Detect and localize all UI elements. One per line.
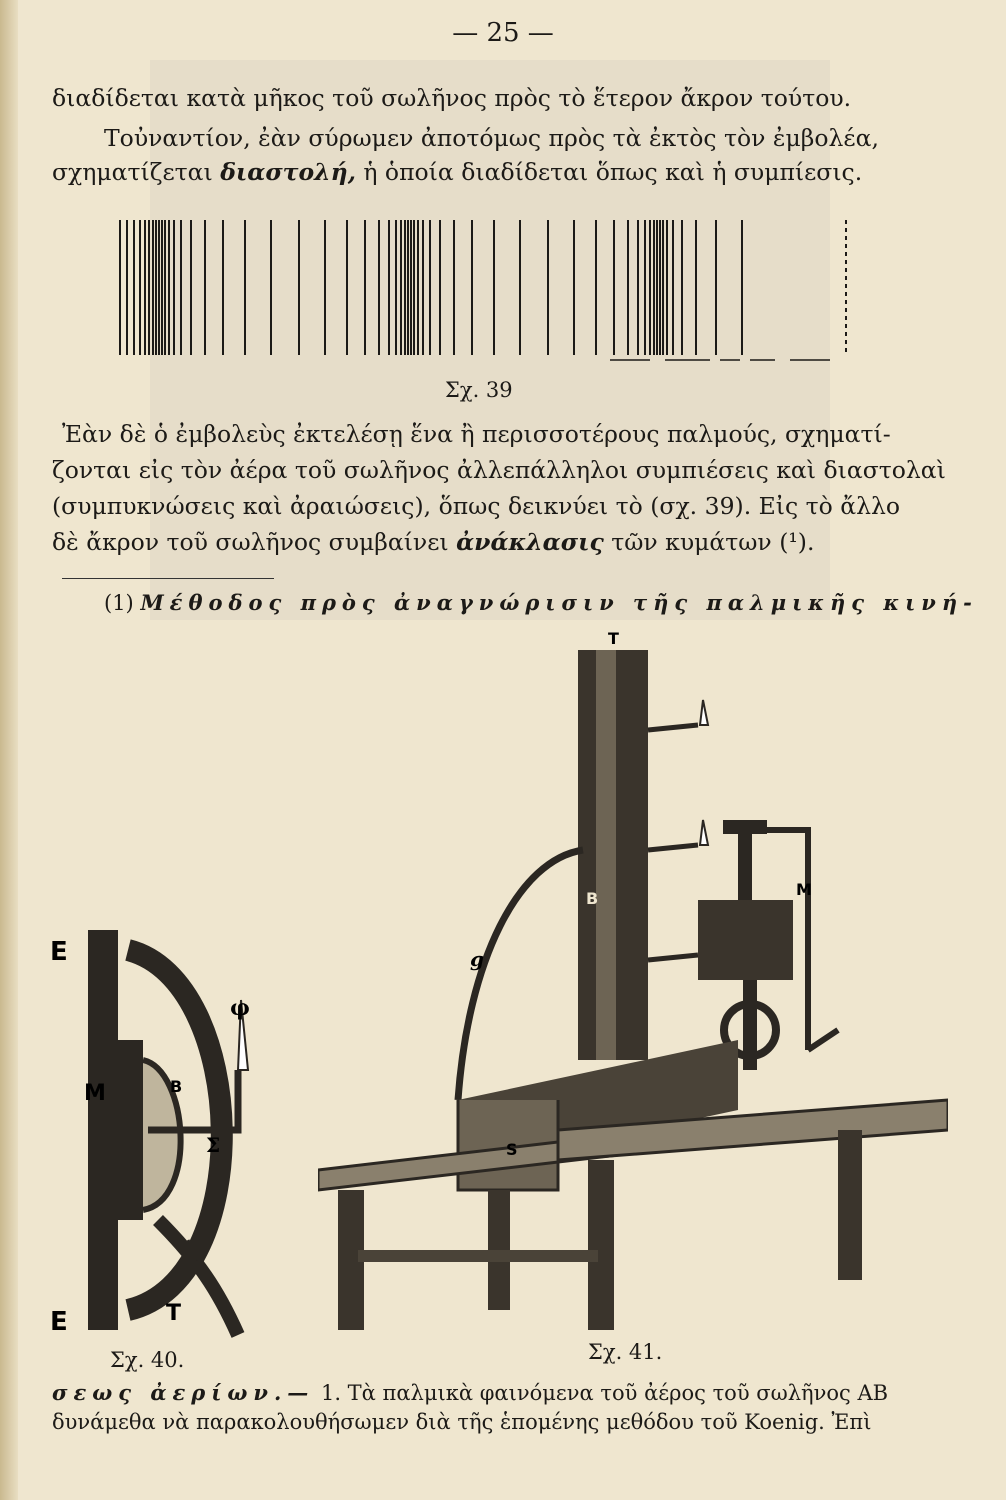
text-span: τῶν κυμάτων (¹). <box>611 528 815 556</box>
label-T: T <box>608 630 619 648</box>
footnote-number: (1) <box>104 591 134 615</box>
paragraph-1-line-1: διαδίδεται κατὰ μῆκος τοῦ σωλῆνος πρὸς τὸ ἕτερον ἄκρον τούτου. <box>52 84 852 112</box>
paragraph-2-line-2 <box>52 158 862 186</box>
footnote-line-2 <box>52 1380 888 1405</box>
label-M: M <box>84 1081 106 1106</box>
term-diastole: διαστολή, <box>220 158 356 186</box>
figure-41-illustration <box>318 630 948 1340</box>
label-Sigma: Σ <box>206 1133 221 1157</box>
label-T: T <box>166 1301 182 1326</box>
label-M: M <box>796 880 812 899</box>
footnote-title: Μέθοδος πρὸς ἀναγνώρισιν τῆς παλμικῆς κινή- <box>140 590 978 615</box>
label-B: B <box>586 889 599 908</box>
label-phi: φ <box>230 995 250 1021</box>
label-E-top: E <box>50 937 68 967</box>
figure-40-caption: Σχ. 40. <box>110 1348 185 1372</box>
paragraph-2-line-1: Τοὐναντίον, ἐὰν σύρωμεν ἀποτόμως πρὸς τὰ ἐκτὸς τὸν ἐμβολέα, <box>104 124 879 152</box>
footnote-title-cont: σεως ἀερίων.— <box>52 1380 315 1405</box>
label-E-bottom: E <box>50 1307 68 1337</box>
paragraph-3-line-2: ζονται εἰς τὸν ἀέρα τοῦ σωλῆνος ἀλλεπάλληλοι συμπιέσεις καὶ διαστολαὶ <box>52 456 946 484</box>
label-B: B <box>170 1077 183 1096</box>
figure-41-caption: Σχ. 41. <box>588 1340 663 1364</box>
label-g: g <box>470 947 484 971</box>
text-span: δὲ ἄκρον τοῦ σωλῆνος συμβαίνει <box>52 528 449 556</box>
page-edge <box>0 0 18 1500</box>
figure-39-diagram <box>110 210 860 370</box>
label-S: S <box>506 1140 518 1159</box>
footnote-line-1 <box>104 590 978 615</box>
page-number: — 25 — <box>452 18 554 48</box>
term-anaklasis: ἀνάκλασις <box>456 528 604 556</box>
text-span: ἡ ὁποία διαδίδεται ὅπως καὶ ἡ συμπίεσις. <box>363 158 863 186</box>
text-span: σχηματίζεται <box>52 158 213 186</box>
text-span: 1. Τὰ παλμικὰ φαινόμενα τοῦ ἀέρος τοῦ σωλῆνος AB <box>320 1381 889 1405</box>
figure-39-caption: Σχ. 39 <box>445 378 513 402</box>
footnote-rule <box>62 578 274 579</box>
footnote-line-3: δυνάμεθα νὰ παρακολουθήσωμεν διὰ τῆς ἑπομένης μεθόδου τοῦ Koenig. Ἐπὶ <box>52 1410 872 1434</box>
figure-40-illustration <box>48 920 328 1340</box>
paragraph-3-line-3: (συμπυκνώσεις καὶ ἀραιώσεις), ὅπως δεικνύει τὸ (σχ. 39). Εἰς τὸ ἄλλο <box>52 492 901 520</box>
paragraph-3-line-4 <box>52 528 814 556</box>
paragraph-3-line-1: Ἐὰν δὲ ὁ ἐμβολεὺς ἐκτελέσῃ ἕνα ἢ περισσοτέρους παλμούς, σχηματί- <box>62 420 891 448</box>
